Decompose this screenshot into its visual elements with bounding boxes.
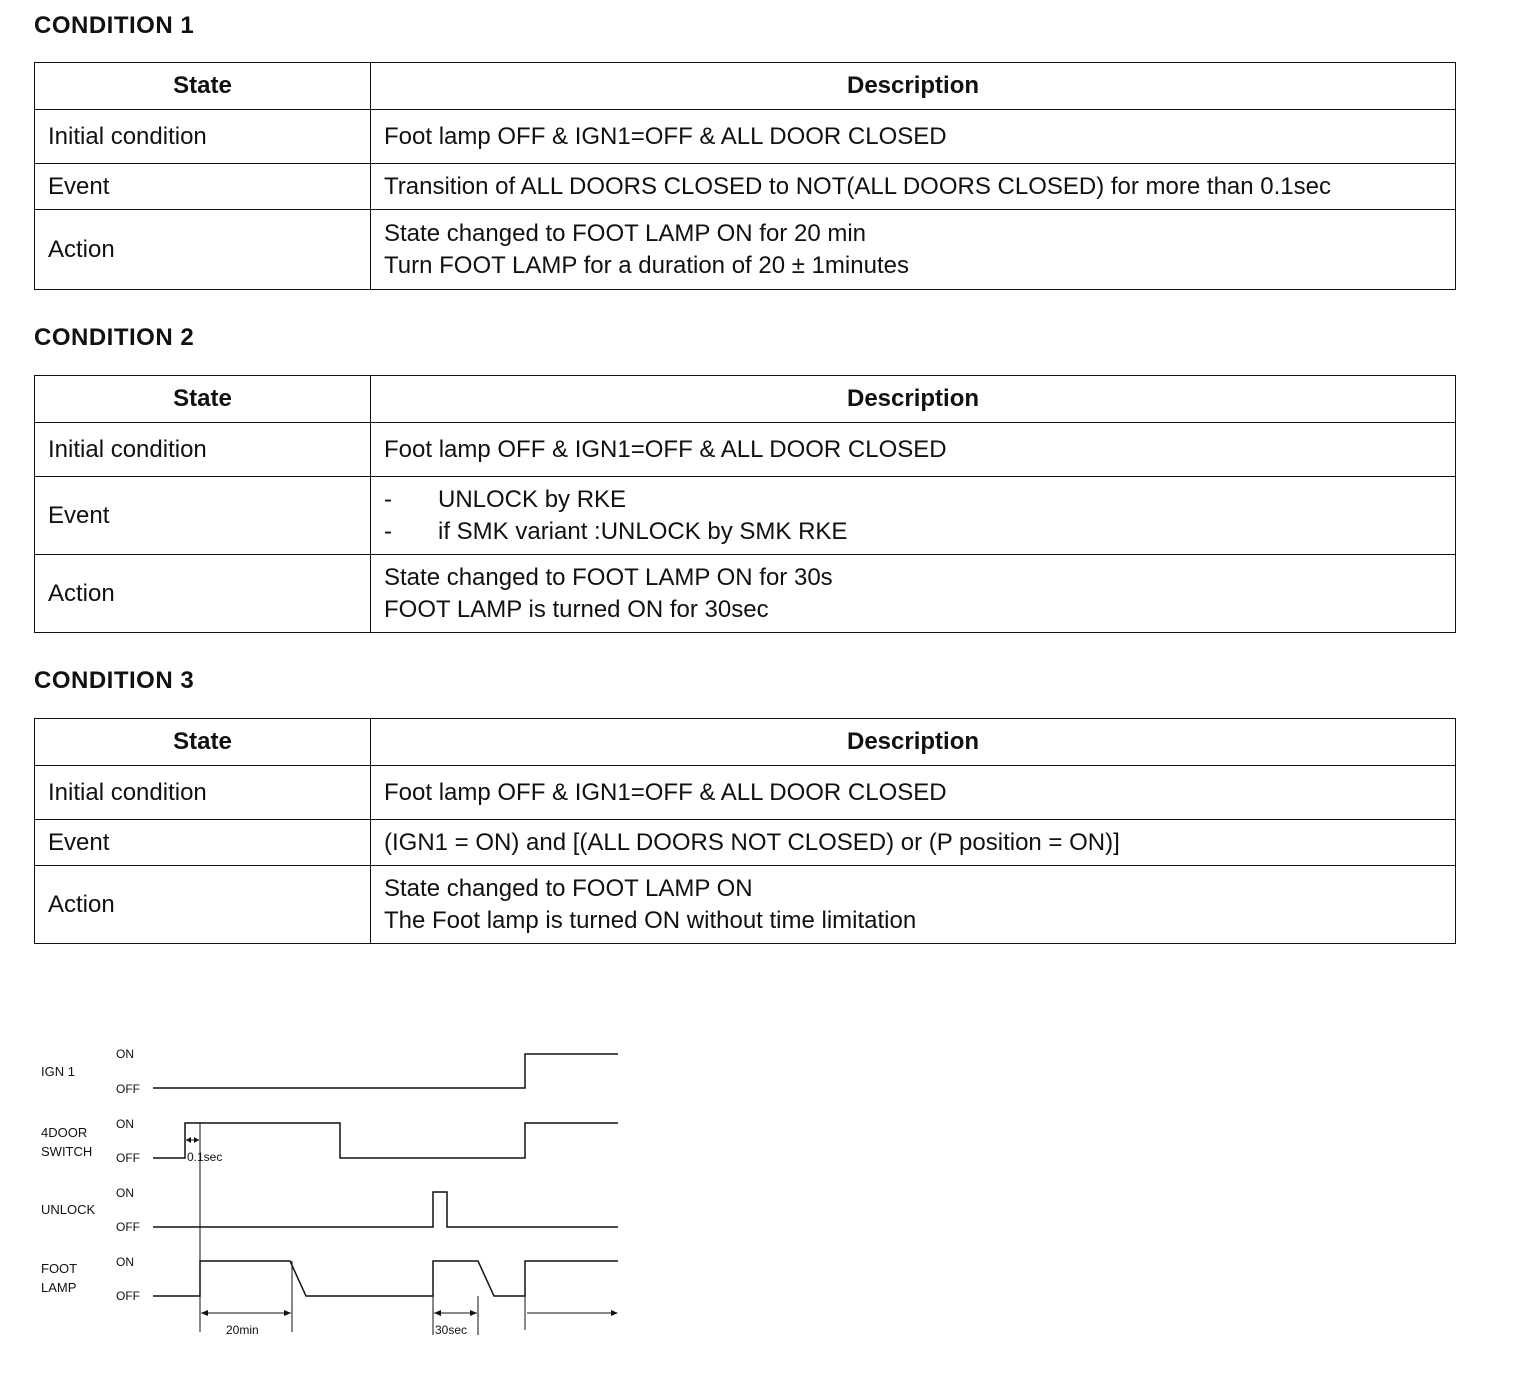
duration-30sec-label: 30sec: [435, 1323, 468, 1337]
description-header: Description: [371, 63, 1456, 110]
state-header: State: [35, 719, 371, 766]
arrowhead: [470, 1310, 477, 1316]
description-line: Foot lamp OFF & IGN1=OFF & ALL DOOR CLOSED: [384, 778, 947, 806]
state-cell: Event: [35, 820, 371, 866]
state-header: State: [35, 376, 371, 423]
state-cell: Event: [35, 477, 371, 555]
arrowhead: [194, 1137, 199, 1143]
arrowhead: [186, 1137, 191, 1143]
condition-3-title: CONDITION 3: [34, 667, 195, 694]
state-cell: Initial condition: [35, 110, 371, 164]
description-line: Transition of ALL DOORS CLOSED to NOT(ALL DOORS CLOSED) for more than 0.1sec: [384, 172, 1331, 200]
arrowhead: [284, 1310, 291, 1316]
duration-20min-label: 20min: [226, 1323, 259, 1337]
state-header: State: [35, 63, 371, 110]
description-line: State changed to FOOT LAMP ON for 30s: [384, 563, 833, 591]
description-line: Turn FOOT LAMP for a duration of 20 ± 1minutes: [384, 251, 909, 279]
description-line: The Foot lamp is turned ON without time limitation: [384, 906, 917, 934]
arrowhead: [434, 1310, 441, 1316]
description-header: Description: [371, 719, 1456, 766]
state-cell: Event: [35, 164, 371, 210]
off-label: OFF: [116, 1151, 140, 1165]
on-label: ON: [116, 1047, 134, 1061]
state-cell: Action: [35, 866, 371, 944]
on-label: ON: [116, 1117, 134, 1131]
on-label: ON: [116, 1186, 134, 1200]
state-cell: Initial condition: [35, 423, 371, 477]
arrowhead: [611, 1310, 618, 1316]
foot-lamp-waveform: [153, 1261, 618, 1296]
off-label: OFF: [116, 1289, 140, 1303]
signal-label-door-line1: 4DOOR: [41, 1125, 88, 1140]
state-cell: Action: [35, 555, 371, 633]
description-line: (IGN1 = ON) and [(ALL DOORS NOT CLOSED) or (P position = ON)]: [384, 828, 1120, 856]
condition-2-title: CONDITION 2: [34, 324, 195, 351]
description-line: State changed to FOOT LAMP ON: [384, 874, 753, 902]
description-line: Foot lamp OFF & IGN1=OFF & ALL DOOR CLOSED: [384, 435, 947, 463]
state-cell: Initial condition: [35, 766, 371, 820]
unlock-waveform: [153, 1192, 618, 1227]
signal-label-ign1: IGN 1: [41, 1064, 75, 1079]
on-label: ON: [116, 1255, 134, 1269]
condition-1-title: CONDITION 1: [34, 12, 195, 39]
off-label: OFF: [116, 1082, 140, 1096]
signal-label-door-line2: SWITCH: [41, 1144, 93, 1159]
bullet-text: if SMK variant :UNLOCK by SMK RKE: [438, 517, 848, 545]
bullet-text: UNLOCK by RKE: [438, 485, 627, 513]
description-header: Description: [371, 376, 1456, 423]
bullet-dash: -: [384, 485, 392, 513]
description-line: State changed to FOOT LAMP ON for 20 min: [384, 219, 867, 247]
off-label: OFF: [116, 1220, 140, 1234]
ign1-waveform: [153, 1054, 618, 1088]
description-line: Foot lamp OFF & IGN1=OFF & ALL DOOR CLOSED: [384, 122, 947, 150]
door-delay-label: 0.1sec: [187, 1150, 223, 1164]
signal-label-unlock: UNLOCK: [41, 1202, 96, 1217]
state-cell: Action: [35, 210, 371, 290]
door-switch-waveform: [153, 1123, 618, 1158]
signal-label-foot-line2: LAMP: [41, 1280, 77, 1295]
bullet-dash: -: [384, 517, 392, 545]
arrowhead: [201, 1310, 208, 1316]
description-line: FOOT LAMP is turned ON for 30sec: [384, 595, 769, 623]
signal-label-foot-line1: FOOT: [41, 1261, 78, 1276]
